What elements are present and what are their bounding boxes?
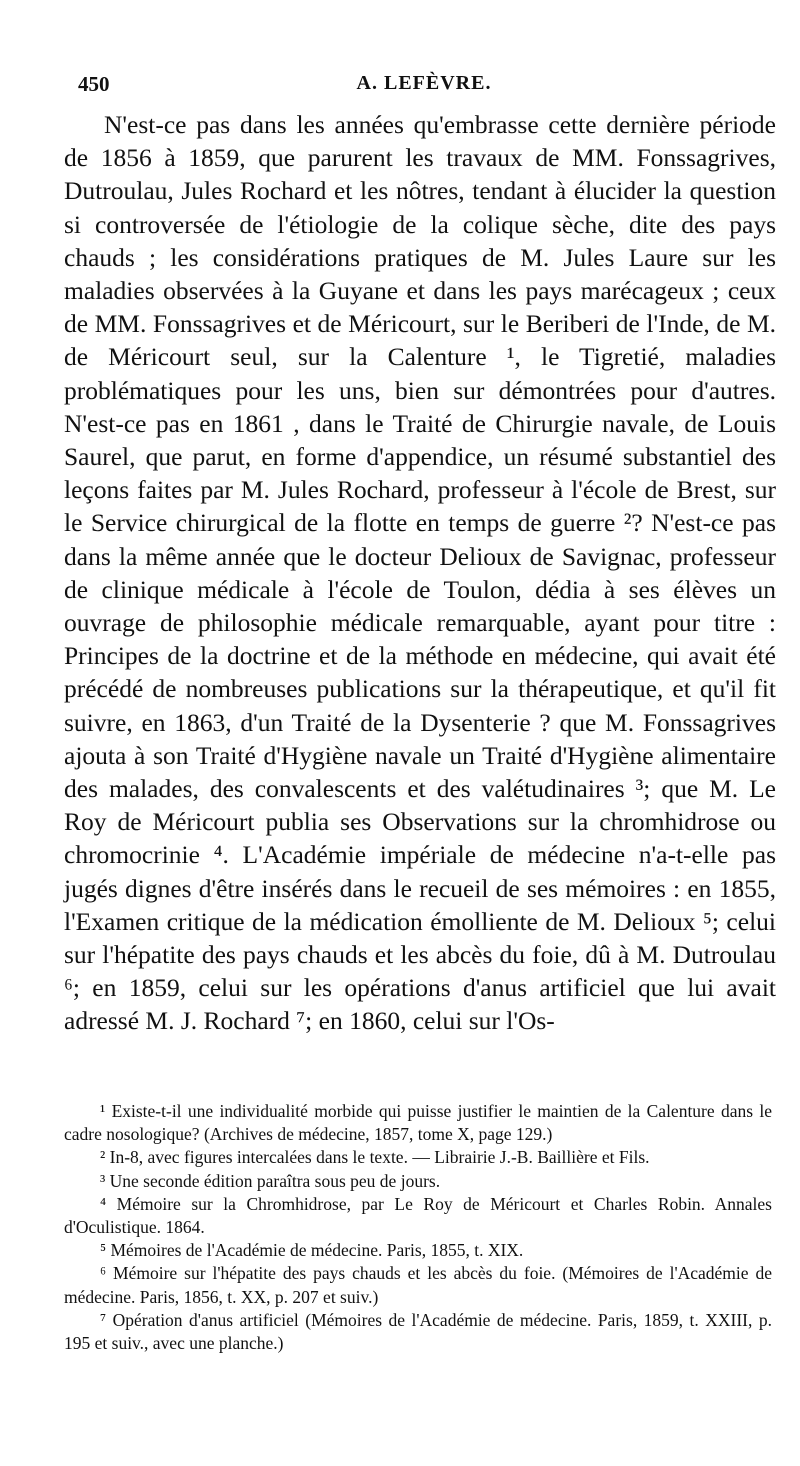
- footnote-5: ⁵ Mémoires de l'Académie de médecine. Paris, 1855, t. XIX.: [100, 1240, 524, 1261]
- footnote-6: ⁶ Mémoire sur l'hépatite des pays chauds et les abcès du foie. (Mémoires de l'Académie de médecine. Paris, 1856, t. XX, p. 207 et suiv.): [64, 1263, 772, 1307]
- footnotes: [64, 1100, 772, 1355]
- footnote-7: ⁷ Opération d'anus artificiel (Mémoires de l'Académie de médecine. Paris, 1859, t. XXIII, p. 195 et suiv., avec une planche.): [64, 1309, 772, 1354]
- page-number: 450: [78, 72, 110, 96]
- footnote-3: ³ Une seconde édition paraîtra sous peu de jours.: [100, 1170, 441, 1191]
- footnote-4: ⁴ Mémoire sur la Chromhidrose, par Le Roy de Méricourt et Charles Robin. Annales d'Oculistique. 1864.: [64, 1193, 772, 1238]
- footnote-2: ² In-8, avec figures intercalées dans le texte. — Librairie J.-B. Baillière et Fils.: [100, 1147, 650, 1168]
- page-header: [78, 72, 770, 102]
- body-paragraph: N'est-ce pas dans les années qu'embrasse cette dernière période de 1856 à 1859, que parurent les travaux de MM. Fonssagrives, Dutroulau, Jules Rochard et les nôtres, tendant à élucider la question si controversée de l'étiologie de la colique sèche, dite des pays chauds ; les considérations pratiques de M. Jules Laure sur les maladies observées à la Guyane et dans les pays marécageux ; ceux de MM. Fonssagrives et de Méricourt, sur le Beriberi de l'Inde, de M. de Méricourt seul, sur la Calenture ¹, le Tigretié, maladies problématiques pour les uns, bien sur démontrées pour d'autres. N'est-ce pas en 1861 , dans le Traité de Chirurgie navale, de Louis Saurel, que parut, en forme d'appendice, un résumé substantiel des leçons faites par M. Jules Rochard, professeur à l'école de Brest, sur le Service chirurgical de la flotte en temps de guerre ²? N'est-ce pas dans la même année que le docteur Delioux de Savignac, professeur de clinique médicale à l'école de Toulon, dédia à ses élèves un ouvrage de philosophie médicale remarquable, ayant pour titre : Principes de la doctrine et de la méthode en médecine, qui avait été précédé de nombreuses publications sur la thérapeutique, et qu'il fit suivre, en 1863, d'un Traité de la Dysenterie ? que M. Fonssagrives ajouta à son Traité d'Hygiène navale un Traité d'Hygiène alimentaire des malades, des convalescents et des valétudinaires ³; que M. Le Roy de Méricourt publia ses Observations sur la chromhidrose ou chromocrinie ⁴. L'Académie impériale de médecine n'a-t-elle pas jugés dignes d'être insérés dans le recueil de ses mémoires : en 1855, l'Examen critique de la médication émolliente de M. Delioux ⁵; celui sur l'hépatite des pays chauds et les abcès du foie, dû à M. Dutroulau ⁶; en 1859, celui sur les opérations d'anus artificiel que lui avait adressé M. J. Rochard ⁷; en 1860, celui sur l'Os-: [64, 110, 776, 1036]
- running-title: A. LEFÈVRE.: [356, 72, 492, 94]
- footnote-1: ¹ Existe-t-il une individualité morbide qui puisse justifier le maintien de la Calenture dans le cadre nosologique? (Archives de médecine, 1857, tome X, page 129.): [64, 1101, 772, 1145]
